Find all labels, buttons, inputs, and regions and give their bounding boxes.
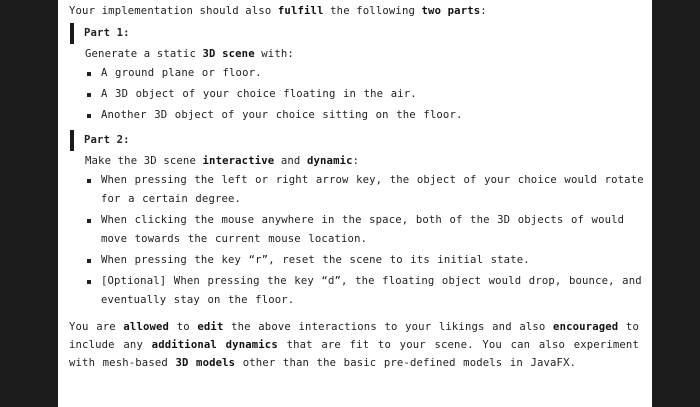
list-item-text: A 3D object of your choice floating in the air.: [101, 88, 417, 100]
list-item: [85, 64, 640, 83]
list-item: [85, 106, 640, 125]
list-item-text: A ground plane or floor.: [101, 67, 262, 79]
part1-description: [85, 47, 640, 61]
intro-text: Your implementation should also: [69, 5, 278, 17]
bullet-icon: [87, 280, 91, 284]
part2-desc-text: :: [352, 155, 360, 167]
list-item: [85, 272, 645, 310]
list-item-text: When clicking the mouse anywhere in the space, both of the 3D objects of would move towards the current mouse location.: [101, 214, 625, 245]
part2-list: [85, 171, 645, 310]
part2-description: [85, 154, 640, 168]
part2-desc-text: and: [274, 155, 307, 167]
outro-bold: allowed: [123, 321, 170, 333]
list-item: [85, 171, 645, 209]
part1-desc-text: with:: [254, 48, 294, 60]
part1-heading: [70, 25, 640, 42]
intro-text: the following: [323, 5, 422, 17]
part2-desc-text: Make the 3D scene: [85, 155, 203, 167]
list-item: [85, 85, 640, 104]
list-item: [85, 211, 645, 249]
bullet-icon: [87, 259, 91, 263]
heading-bar: [70, 130, 74, 151]
part1-list: [85, 64, 640, 125]
outro-text: that are fit to your scene. You can also experiment with mesh-based: [69, 339, 639, 369]
outro-bold: encouraged: [553, 321, 619, 333]
intro-bold: fulfill: [277, 5, 324, 17]
bullet-icon: [87, 93, 91, 97]
outro-text: to: [169, 321, 198, 333]
part2-desc-bold: interactive: [202, 155, 275, 167]
bullet-icon: [87, 72, 91, 76]
outro-text: to include any: [69, 321, 639, 351]
bullet-icon: [87, 219, 91, 223]
part1-desc-bold: 3D scene: [202, 48, 255, 60]
list-item: [85, 251, 645, 270]
outro-text: other than the basic pre-defined models in JavaFX.: [235, 357, 577, 369]
part2-heading: [70, 132, 640, 149]
part1-desc-text: Generate a static: [85, 48, 203, 60]
outro-text: the above interactions to your likings and also: [223, 321, 554, 333]
outro-bold: edit: [197, 321, 224, 333]
document-page: [58, 0, 652, 407]
part2-desc-bold: dynamic: [306, 155, 353, 167]
list-item-text: When pressing the key “r”, reset the scene to its initial state.: [101, 254, 530, 266]
closing-paragraph: [69, 318, 639, 372]
list-item-text: [Optional] When pressing the key “d”, the floating object would drop, bounce, and eventually stay on the floor.: [101, 275, 642, 306]
outro-bold: additional dynamics: [151, 339, 278, 351]
list-item-text: Another 3D object of your choice sitting on the floor.: [101, 109, 463, 121]
bullet-icon: [87, 114, 91, 118]
intro-paragraph: [69, 4, 640, 18]
intro-text: :: [480, 5, 487, 17]
intro-bold: two parts: [421, 5, 481, 17]
outro-bold: 3D models: [175, 357, 236, 369]
bullet-icon: [87, 179, 91, 183]
part1-title: Part 1:: [84, 27, 130, 39]
part2-title: Part 2:: [84, 134, 130, 146]
list-item-text: When pressing the left or right arrow key, the object of your choice would rotate for a certain degree.: [101, 174, 644, 205]
outro-text: You are: [69, 321, 124, 333]
heading-bar: [70, 23, 74, 44]
